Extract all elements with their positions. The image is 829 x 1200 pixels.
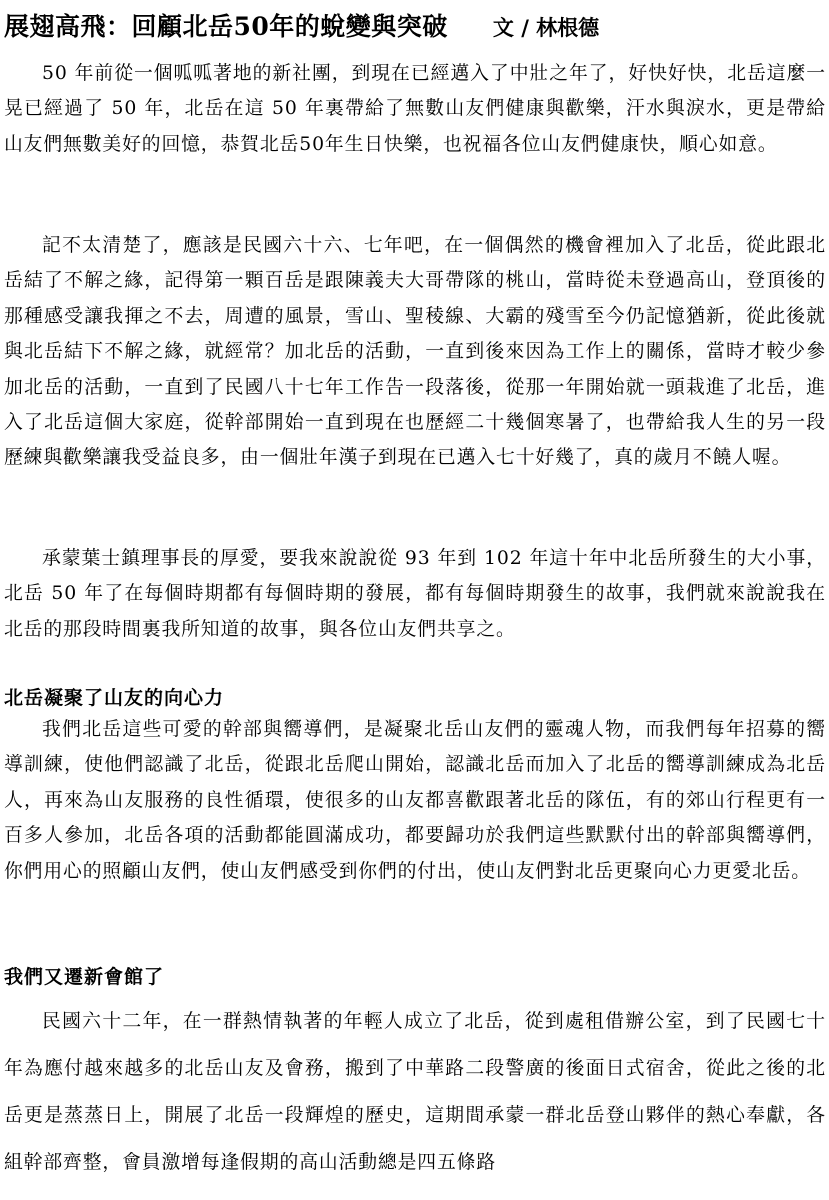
paragraph-intro: 50 年前從一個呱呱著地的新社團，到現在已經邁入了中壯之年了，好快好快，北岳這麼一晃已經過了 50 年，北岳在這 50 年裏帶給了無數山友們健康與歡樂，汗水與淚水，更是帶給山友們無數美好的回憶，恭賀北岳50年生日快樂，也祝福各位山友們健康快，順心如意。: [4, 63, 826, 155]
paragraph-invitation: 承蒙葉士鎮理事長的厚愛，要我來說說從 93 年到 102 年這十年中北岳所發生的大小事，北岳 50 年了在每個時期都有每個時期的發展，都有每個時期發生的故事，我們就來說說我在北岳的那段時間裏我所知道的故事，與各位山友們共享之。: [4, 548, 826, 640]
article-byline: 文 / 林根德: [492, 15, 600, 40]
section-heading-cohesion: 北岳凝聚了山友的向心力: [4, 687, 225, 709]
section-heading-new-hall: 我們又遷新會館了: [4, 966, 165, 988]
paragraph-new-hall: 民國六十二年，在一群熱情執著的年輕人成立了北岳，從到處租借辦公室，到了民國七十年為應付越來越多的北岳山友及會務，搬到了中華路二段警廣的後面日式宿舍，從此之後的北岳更是蒸蒸日上，開展了北岳一段輝煌的歷史，這期間承蒙一群北岳登山夥伴的熱心奉獻，各組幹部齊整，會員激增每逢假期的高山活動總是四五條路: [4, 1011, 826, 1173]
article-title: 展翅高飛：回顧北岳50年的蛻變與突破: [4, 12, 448, 41]
article-header: [4, 6, 824, 48]
paragraph-memories: 記不太清楚了，應該是民國六十六、七年吧，在一個偶然的機會裡加入了北岳，從此跟北岳結了不解之緣，記得第一顆百岳是跟陳義夫大哥帶隊的桃山，當時從未登過高山，登頂後的那種感受讓我揮之不去，周遭的風景，雪山、聖稜線、大霸的殘雪至今仍記憶猶新，從此後就與北岳結下不解之緣，就經常？加北岳的活動，一直到後來因為工作上的關係，當時才較少參加北岳的活動，一直到了民國八十七年工作告一段落後，從那一年開始就一頭栽進了北岳，進入了北岳這個大家庭，從幹部開始一直到現在也歷經二十幾個寒暑了，也帶給我人生的另一段歷練與歡樂讓我受益良多，由一個壯年漢子到現在已邁入七十好幾了，真的歲月不饒人喔。: [4, 235, 826, 469]
paragraph-cohesion: 我們北岳這些可愛的幹部與嚮導們，是凝聚北岳山友們的靈魂人物，而我們每年招募的嚮導訓練，使他們認識了北岳，從跟北岳爬山開始，認識北岳而加入了北岳的嚮導訓練成為北岳人，再來為山友服務的良性循環，使很多的山友都喜歡跟著北岳的隊伍，有的郊山行程更有一百多人參加，北岳各項的活動都能圓滿成功，都要歸功於我們這些默默付出的幹部與嚮導們，你們用心的照顧山友們，使山友們感受到你們的付出，使山友們對北岳更聚向心力更愛北岳。: [4, 719, 826, 882]
